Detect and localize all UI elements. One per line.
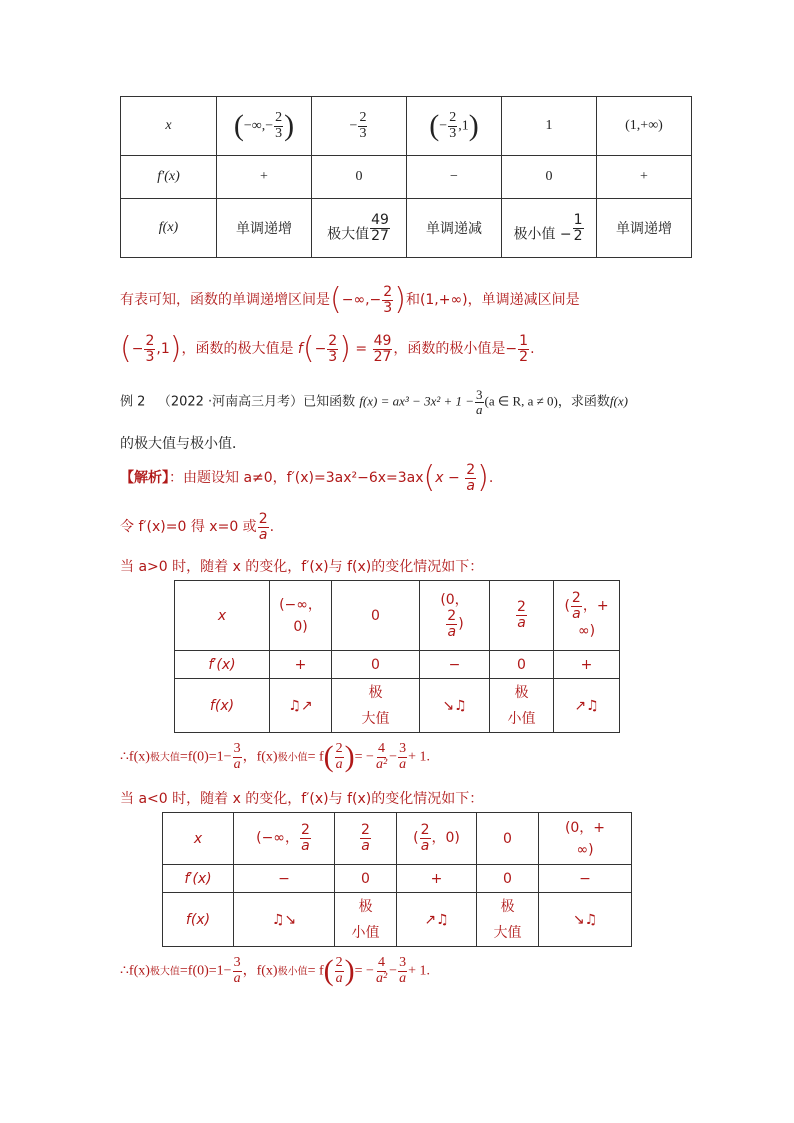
table-row [175, 651, 620, 679]
sign-cell: + [270, 651, 332, 679]
x-label: x [121, 97, 217, 156]
x-label: x [175, 581, 270, 651]
example-line-2: 的极大值与极小值． [120, 436, 246, 452]
solution-line-1: 【解析】：由题设知 a≠0，f′(x)=3ax²−6x=3ax(x − $\frac{2}{a}$ ). [120, 460, 494, 496]
sign-cell: 0 [312, 156, 407, 199]
sign-cell: + [217, 156, 312, 199]
table-row [175, 581, 620, 651]
sign-cell: − [420, 651, 490, 679]
solution-line-4: 当 a<0 时，随着 x 的变化，f′(x)与 f(x)的变化情况如下： [120, 791, 484, 807]
table-row [163, 865, 632, 893]
sign-cell: + [554, 651, 620, 679]
trend-cell: ↘♫ [420, 679, 490, 733]
interval-cell: (1,+∞) [597, 97, 692, 156]
table-row [121, 97, 692, 156]
sign-cell: 0 [332, 651, 420, 679]
sign-cell: − [539, 865, 632, 893]
point-cell: $\frac{2}{a}$ [335, 813, 397, 865]
extremum-cell: 极 大值 [332, 679, 420, 733]
table-row [121, 156, 692, 199]
table-row [121, 199, 692, 258]
extremum-cell: 极大值 $\frac{49}{27}$ [312, 199, 407, 258]
sign-cell: 0 [490, 651, 554, 679]
monotonicity-table-2 [174, 580, 620, 733]
trend-cell: ↘♫ [539, 893, 632, 947]
table-row [163, 813, 632, 865]
example-line-1: 例 2 （2022 ·河南高三月考）已知函数 f(x) = ax³ − 3x² + 1 − $\frac{3}{a}$ (a ∈ R, a ≠ 0)，求函数f(x) [120, 387, 628, 417]
sign-cell: 0 [477, 865, 539, 893]
sign-cell: 0 [502, 156, 597, 199]
point-cell: 0 [477, 813, 539, 865]
result-line-1: ∴f(x)极大值=f(0)=1− $\frac{3}{a}$ ，f(x)极小值= f( $\frac{2}{a}$ )= − $\frac{4}{\text{a²}}$ − $\frac{3}{a}$ + 1. [120, 740, 430, 774]
monotonicity-table-1 [120, 96, 692, 258]
point-cell: 0 [332, 581, 420, 651]
interval-cell: (−∞， 0) [270, 581, 332, 651]
table-row [175, 679, 620, 733]
trend-cell: 单调递增 [597, 199, 692, 258]
trend-cell: ↗♫ [397, 893, 477, 947]
derivative-label: f′(x) [163, 865, 234, 893]
sign-cell: − [234, 865, 335, 893]
point-cell: 1 [502, 97, 597, 156]
interval-cell: ( $\frac{2}{a}$ ，+ ∞) [554, 581, 620, 651]
table-row [163, 893, 632, 947]
function-label: f(x) [175, 679, 270, 733]
function-label: f(x) [121, 199, 217, 258]
monotonicity-table-3 [162, 812, 632, 947]
example-label: 例 2 [120, 394, 146, 410]
sign-cell: + [397, 865, 477, 893]
x-label: x [163, 813, 234, 865]
result-line-2: ∴f(x)极大值=f(0)=1− $\frac{3}{a}$ ，f(x)极小值= f( $\frac{2}{a}$ )= − $\frac{4}{\text{a²}}$ − $\frac{3}{a}$ + 1. [120, 954, 430, 988]
interval-cell: (−∞,− $\frac{2}{3}$ ) [217, 97, 312, 156]
sign-cell: 0 [335, 865, 397, 893]
function-label: f(x) [163, 893, 234, 947]
extremum-cell: 极 大值 [477, 893, 539, 947]
sign-cell: + [597, 156, 692, 199]
trend-cell: 单调递减 [407, 199, 502, 258]
trend-cell: ↗♫ [554, 679, 620, 733]
solution-line-3: 当 a>0 时，随着 x 的变化，f′(x)与 f(x)的变化情况如下： [120, 559, 484, 575]
trend-cell: ♫↘ [234, 893, 335, 947]
summary-line-2: (− $\frac{2}{3}$ ,1)，函数的极大值是 f(− $\frac{2}{3}$ ) = $\frac{49}{27}$ ，函数的极小值是− $\frac{1}{2}$ . [120, 331, 535, 367]
interval-cell: (0， $\frac{2}{a}$ ) [420, 581, 490, 651]
extremum-cell: 极小值 − $\frac{1}{2}$ [502, 199, 597, 258]
trend-cell: ♫↗ [270, 679, 332, 733]
interval-cell: (− $\frac{2}{3}$ ,1) [407, 97, 502, 156]
extremum-cell: 极 小值 [335, 893, 397, 947]
interval-cell: (−∞， $\frac{2}{a}$ [234, 813, 335, 865]
sign-cell: − [407, 156, 502, 199]
point-cell: $\frac{2}{a}$ [490, 581, 554, 651]
solution-line-2: 令 f′(x)=0 得 x=0 或 $\frac{2}{a}$ . [120, 511, 275, 543]
derivative-label: f′(x) [175, 651, 270, 679]
point-cell: − $\frac{2}{3}$ [312, 97, 407, 156]
extremum-cell: 极 小值 [490, 679, 554, 733]
derivative-label: f′(x) [121, 156, 217, 199]
trend-cell: 单调递增 [217, 199, 312, 258]
interval-cell: (0，+ ∞) [539, 813, 632, 865]
summary-line-1: 有表可知，函数的单调递增区间是(−∞,− $\frac{2}{3}$ )和(1,+∞)，单调递减区间是 [120, 282, 580, 318]
interval-cell: ( $\frac{2}{a}$ ，0) [397, 813, 477, 865]
